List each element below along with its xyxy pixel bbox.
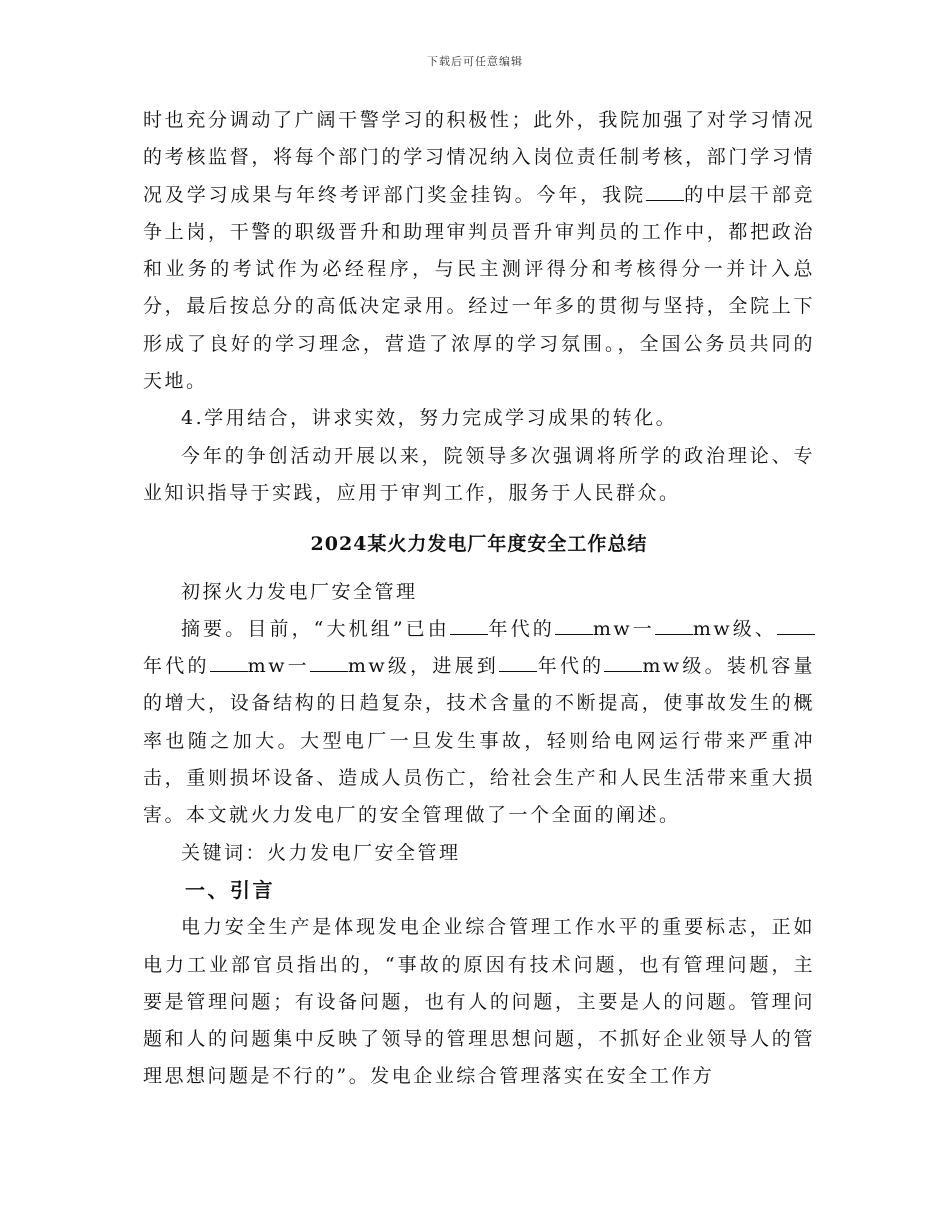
blank-line [604, 653, 642, 672]
paragraph-activity: 今年的争创活动开展以来，院领导多次强调将所学的政治理论、专业知识指导于实践，应用于审判工作，服务于人民群众。 [143, 444, 815, 504]
paragraph-study: 时也充分调动了广阔干警学习的积极性；此外，我院加强了对学习情况的考核监督，将每个部门的学习情况纳入岗位责任制考核，部门学习情况及学习成果与年终考评部门奖金挂钩。今年，我院 的中层干部竞争上岗，干警的职级晋升和助理审判员晋升审判员的工作中，都把政治和业务的考试作为必经程序，与民主测评得分和考核得分一并计入总分，最后按总分的高低决定录用。经过一年多的贯彻与坚持，全院上下形成了良好的学习理念，营造了浓厚的学习氛围。，全国公务员共同的天地。 [143, 109, 815, 393]
keywords: 关键词：火力发电厂安全管理 [181, 841, 461, 864]
blank-line [555, 616, 593, 635]
section-heading: 一、引言 [185, 877, 275, 902]
blank-line [777, 616, 815, 635]
blank-line [450, 616, 488, 635]
subtitle: 初探火力发电厂安全管理 [181, 580, 418, 603]
blank-line [210, 653, 248, 672]
blank-line [499, 653, 537, 672]
paragraph-intro: 电力安全生产是体现发电企业综合管理工作水平的重要标志，正如电力工业部官员指出的，“事故的原因有技术问题，也有管理问题，主要是管理问题；有设备问题，也有人的问题，主要是人的问题。管理问题和人的问题集中反映了领导的管理思想问题，不抓好企业领导人的管理思想问题是不行的”。发电企业综合管理落实在安全工作方 [143, 916, 815, 1088]
blank-line [310, 653, 348, 672]
document-title: 2024某火力发电厂年度安全工作总结 [310, 533, 648, 556]
document-body [143, 102, 815, 1096]
page-header: 下载后可任意编辑 [427, 55, 523, 68]
blank-line [655, 616, 693, 635]
blank-line [646, 182, 684, 201]
paragraph-abstract: 摘要。目前，“大机组”已由 年代的 mw一 mw级、年代的 mw一 mw级，进展到 年代的 mw级。装机容量的增大，设备结构的日趋复杂，技术含量的不断提高，使事故发生的概率也随之加大。大型电厂一旦发生事故，轻则给电网运行带来严重冲击，重则损坏设备、造成人员伤亡，给社会生产和人民生活带来重大损害。本文就火力发电厂的安全管理做了一个全面的阐述。 [143, 617, 816, 827]
paragraph-point-4: 4.学用结合，讲求实效，努力完成学习成果的转化。 [181, 407, 678, 430]
